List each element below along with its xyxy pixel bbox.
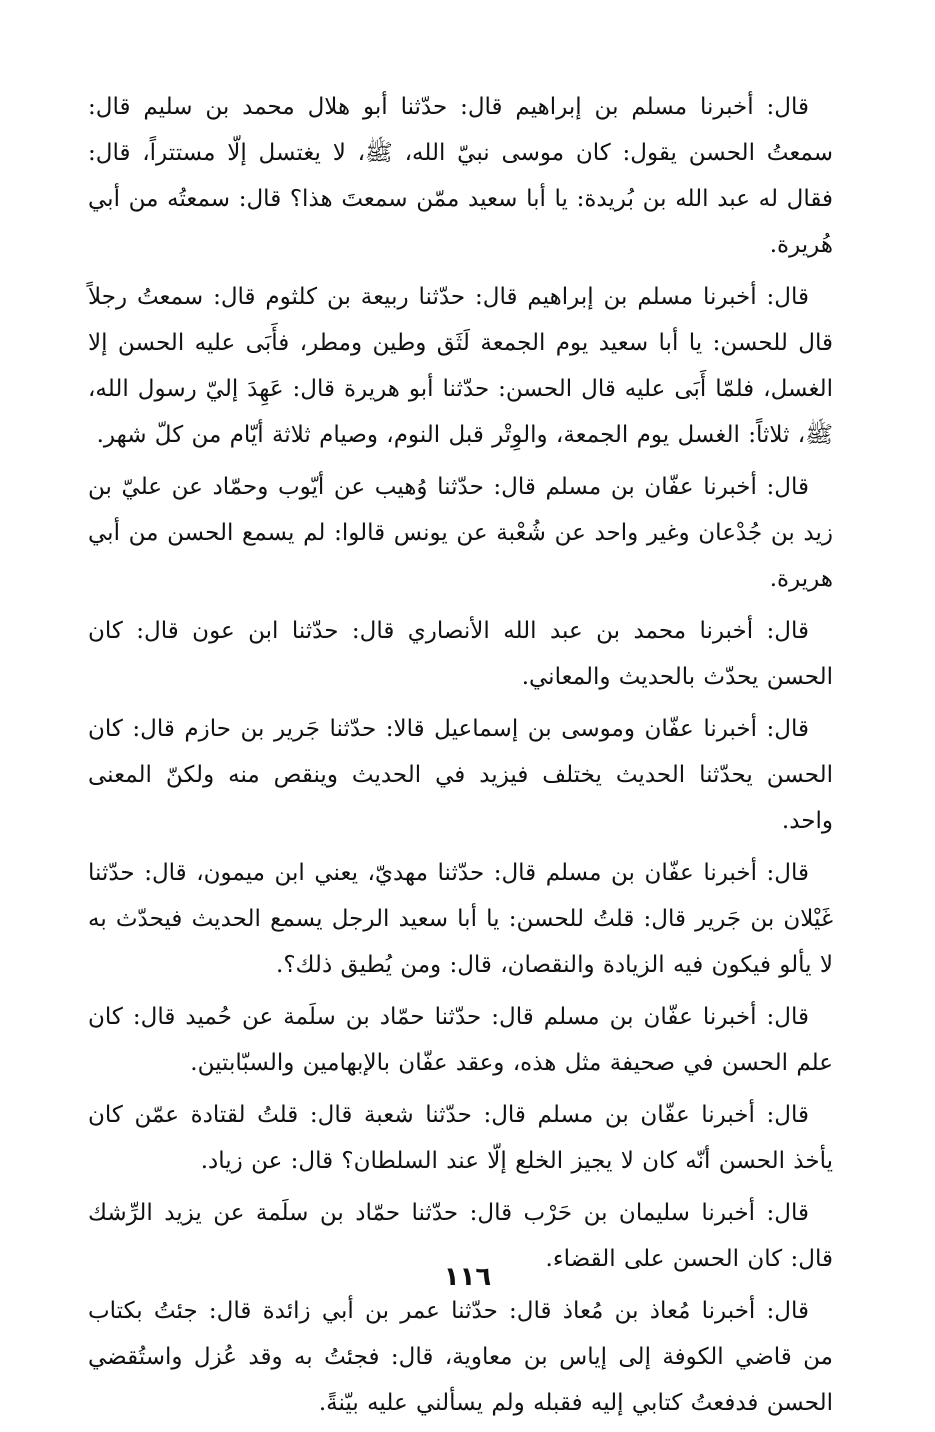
paragraph-5: قال: أخبرنا عفّان وموسى بن إسماعيل قالا: حدّثنا جَرير بن حازم قال: كان الحسن يحدّثنا الحديث يختلف فيزيد في الحديث وينقص منه ولكنّ المعنى واحد. [88, 716, 833, 834]
paragraph-4: قال: أخبرنا محمد بن عبد الله الأنصاري قال: حدّثنا ابن عون قال: كان الحسن يحدّث بالحديث والمعاني. [88, 618, 833, 690]
paragraph-2: قال: أخبرنا مسلم بن إبراهيم قال: حدّثنا ربيعة بن كلثوم قال: سمعتُ رجلاً قال للحسن: يا أبا سعيد يوم الجمعة لَثَق وطين ومطر، فأَبَى عليه الحسن إلا الغسل، فلمّا أَبَى عليه قال الحسن: حدّثنا أبو هريرة قال: عَهِدَ إليّ رسول الله، ﷺ، ثلاثاً: الغسل يوم الجمعة، والوِتْر قبل النوم، وصيام ثلاثة أيّام من كلّ شهر. [88, 284, 833, 448]
page-number: ١١٦ [443, 1262, 492, 1292]
paragraph-7: قال: أخبرنا عفّان بن مسلم قال: حدّثنا حمّاد بن سلَمة عن حُميد قال: كان علم الحسن في صحيفة مثل هذه، وعقد عفّان بالإبهامين والسبّابتين. [88, 1004, 833, 1076]
paragraph-1: قال: أخبرنا مسلم بن إبراهيم قال: حدّثنا أبو هلال محمد بن سليم قال: سمعتُ الحسن يقول: كان موسى نبيّ الله، ﷺ، لا يغتسل إلّا مستتراً، قال: فقال له عبد الله بن بُريدة: يا أبا سعيد ممّن سمعتَ هذا؟ قال: سمعتُه من أبي هُريرة. [88, 94, 833, 258]
page-body [88, 84, 833, 1432]
paragraph-10: قال: أخبرنا مُعاذ بن مُعاذ قال: حدّثنا عمر بن أبي زائدة قال: جئتُ بكتاب من قاضي الكوفة إلى إياس بن معاوية، قال: فجئتُ به وقد عُزل واستُقضي الحسن فدفعتُ كتابي إليه فقبله ولم يسألني عليه بيّنةً. [88, 1298, 833, 1416]
paragraph-6: قال: أخبرنا عفّان بن مسلم قال: حدّثنا مهديّ، يعني ابن ميمون، قال: حدّثنا غَيْلان بن جَرير قال: قلتُ للحسن: يا أبا سعيد الرجل يسمع الحديث فيحدّث به لا يألو فيكون فيه الزيادة والنقصان، قال: ومن يُطيق ذلك؟. [88, 860, 833, 978]
paragraph-3: قال: أخبرنا عفّان بن مسلم قال: حدّثنا وُهيب عن أيّوب وحمّاد عن عليّ بن زيد بن جُدْعان وغير واحد عن شُعْبة عن يونس قالوا: لم يسمع الحسن من أبي هريرة. [88, 474, 833, 592]
paragraph-8: قال: أخبرنا عفّان بن مسلم قال: حدّثنا شعبة قال: قلتُ لقتادة عمّن كان يأخذ الحسن أنّه كان لا يجيز الخلع إلّا عند السلطان؟ قال: عن زياد. [88, 1102, 833, 1174]
paragraph-9: قال: أخبرنا سليمان بن حَرْب قال: حدّثنا حمّاد بن سلَمة عن يزيد الرِّشك قال: كان الحسن على القضاء. [88, 1200, 833, 1272]
